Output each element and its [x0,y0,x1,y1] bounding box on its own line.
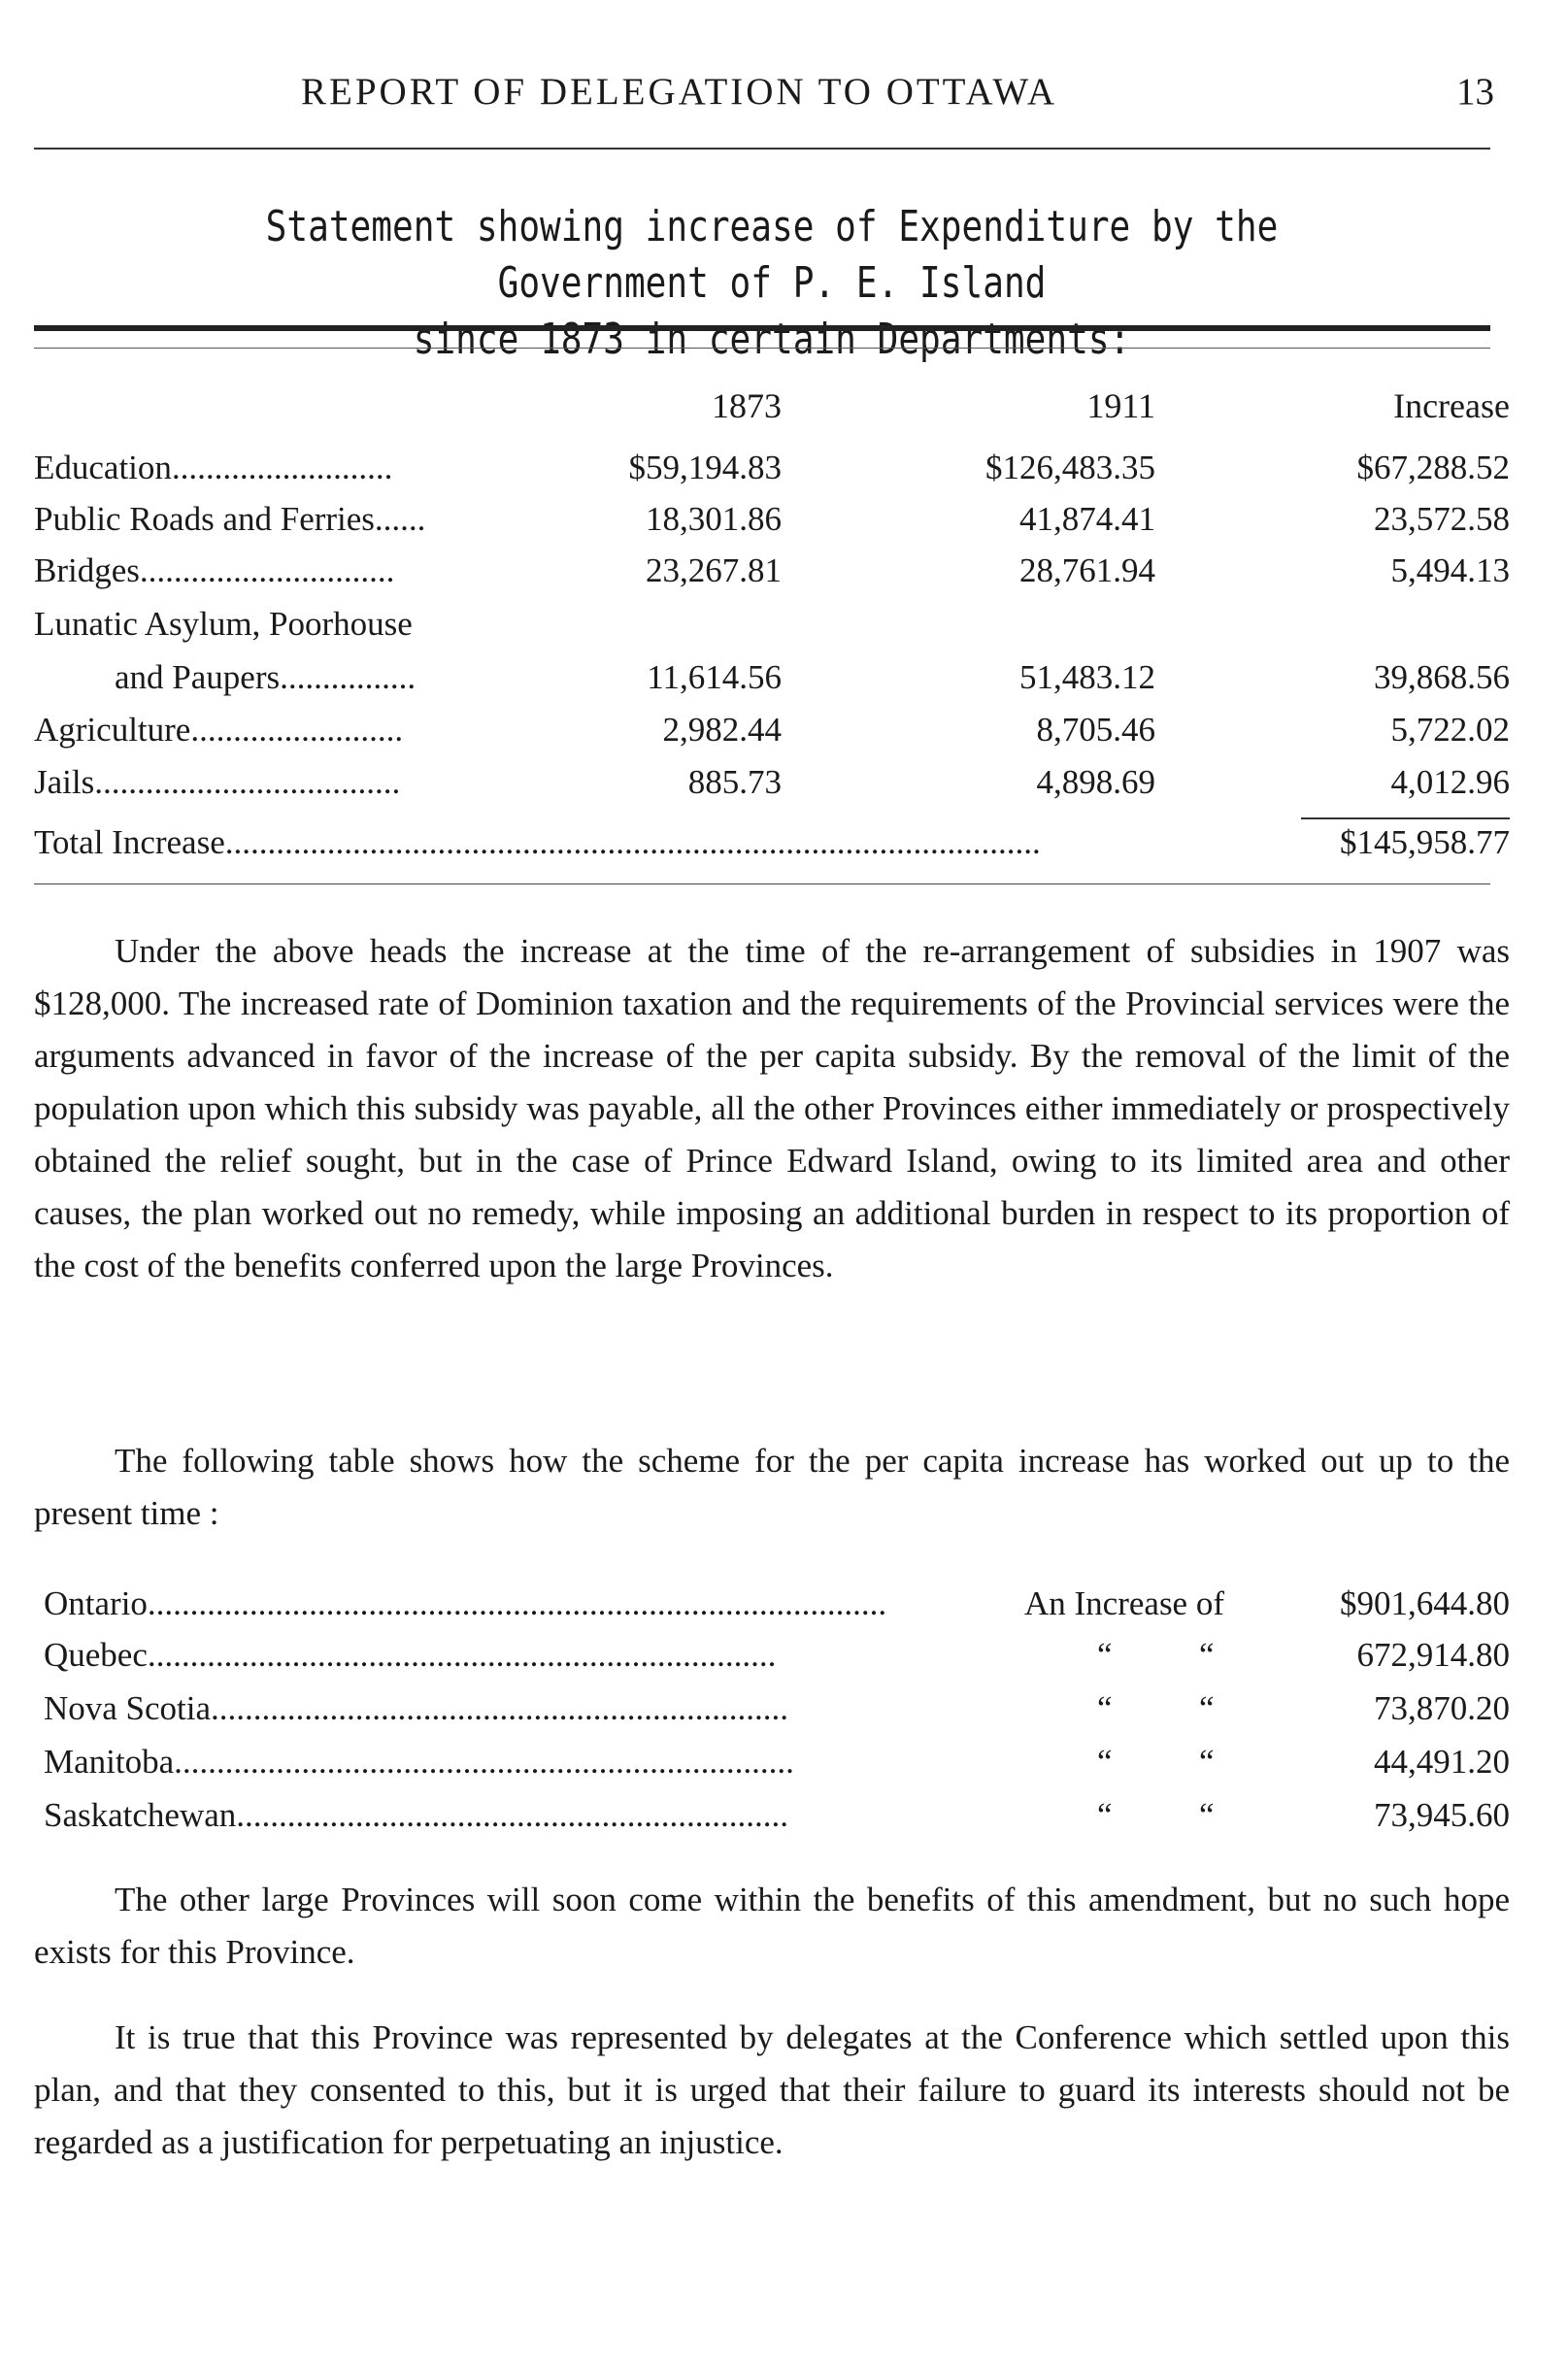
total-label: Total Increase................................................................................................ [34,823,1041,861]
table-row-total [0,823,1568,874]
value-increase: 4,012.96 [1390,763,1510,801]
ditto-mark: “ [1097,1743,1113,1781]
value-increase: $67,288.52 [1356,449,1510,486]
ditto-mark: “ [1199,1689,1215,1727]
ditto-mark: “ [1199,1636,1215,1674]
ditto-mark: “ [1097,1689,1113,1727]
header-rule [34,148,1490,150]
increase-amount: $901,644.80 [1340,1584,1510,1622]
value-increase: 39,868.56 [1374,658,1510,696]
row-label: Bridges.............................. [34,551,395,589]
province-row-nova-scotia [0,1689,1568,1738]
paragraph-1 [34,925,1510,1292]
increase-amount: 672,914.80 [1356,1636,1510,1674]
value-increase: 5,494.13 [1390,551,1510,589]
ditto-mark: “ [1199,1796,1215,1834]
running-head [0,70,1568,128]
table-row-public-roads [0,500,1568,550]
ditto-mark: “ [1097,1636,1113,1674]
row-label: and Paupers................ [115,658,417,696]
paragraph-3-text: The other large Provinces will soon come within the benefits of this amendment, but no such hope exists for this Province. [34,1881,1510,1971]
table-bottom-rule [34,883,1490,884]
column-header-1911: 1911 [1086,386,1155,425]
value-increase: 23,572.58 [1374,500,1510,538]
column-header-increase: Increase [1393,386,1510,425]
province-name: Saskatchewan................................................................. [44,1796,789,1834]
row-label: Agriculture......................... [34,711,404,749]
table-top-heavy-rule [34,325,1490,331]
increase-amount: 73,870.20 [1374,1689,1510,1727]
paragraph-2-text: The following table shows how the scheme for the per capita increase has worked out up to the present time : [34,1442,1510,1532]
table-top-thin-rule [34,348,1490,349]
table-row-education [0,449,1568,499]
row-label: Education.......................... [34,449,393,486]
column-header-1873: 1873 [712,386,782,425]
table-row-jails [0,763,1568,814]
table-row-paupers [0,658,1568,709]
value-1873: 23,267.81 [646,551,782,589]
increase-amount: 44,491.20 [1374,1743,1510,1781]
table-row-bridges [0,551,1568,602]
table-row-lunatic-asylum [0,605,1568,655]
province-name: Nova Scotia.................................................................... [44,1689,789,1727]
paragraph-3 [34,1874,1510,1979]
ditto-mark: “ [1199,1743,1215,1781]
increase-description: An Increase of [1024,1584,1225,1622]
value-1911: 51,483.12 [1019,658,1155,696]
province-name: Manitoba......................................................................... [44,1743,794,1781]
table-caption [167,199,1377,368]
increase-amount: 73,945.60 [1374,1796,1510,1834]
paragraph-1-text: Under the above heads the increase at the time of the re-arrangement of subsidies in 1907 was $128,000. The increased rate of Dominion taxation and the requirements of the Provincial services were the arguments advanced in favor of the increase of the per capita subsidy. By the removal of the limit of the population upon which this subsidy was payable, all the other Provinces either immediately or prospectively obtained the relief sought, but in the case of Prince Edward Island, owing to its limited area and other causes, the plan worked out no remedy, while imposing an additional burden in respect to its proportion of the cost of the benefits conferred upon the large Provinces. [34,932,1510,1284]
value-1911: $126,483.35 [985,449,1155,486]
value-1873: 885.73 [687,763,782,801]
caption-line-2: since 1873 in certain Departments: [413,315,1131,364]
paragraph-4 [34,2012,1510,2169]
province-name: Ontario....................................................................................... [44,1584,887,1622]
ditto-mark: “ [1097,1796,1113,1834]
value-increase: 5,722.02 [1390,711,1510,749]
province-row-quebec [0,1636,1568,1684]
value-1873: 2,982.44 [662,711,782,749]
value-1911: 28,761.94 [1019,551,1155,589]
running-title: REPORT OF DELEGATION TO OTTAWA [301,71,1058,113]
value-1911: 41,874.41 [1019,500,1155,538]
province-row-saskatchewan [0,1796,1568,1845]
row-label: Jails.................................... [34,763,401,801]
caption-line-1: Statement showing increase of Expenditure by the Government of P. E. Island [265,202,1279,308]
row-label: Lunatic Asylum, Poorhouse [34,605,413,643]
value-1911: 8,705.46 [1036,711,1155,749]
province-row-manitoba [0,1743,1568,1791]
row-label: Public Roads and Ferries...... [34,500,426,538]
value-1873: 18,301.86 [646,500,782,538]
value-1873: 11,614.56 [647,658,782,696]
page-number: 13 [1456,71,1494,113]
total-value: $145,958.77 [1340,823,1510,861]
province-name: Quebec.......................................................................... [44,1636,777,1674]
value-1873: $59,194.83 [628,449,782,486]
paragraph-2 [34,1435,1510,1540]
paragraph-4-text: It is true that this Province was represented by delegates at the Conference which settled upon this plan, and that they consented to this, but it is urged that their failure to guard its interests should not be regarded as a justification for perpetuating an injustice. [34,2018,1510,2161]
sum-rule [1301,817,1510,819]
table-row-agriculture [0,711,1568,761]
province-row-ontario [0,1584,1568,1633]
value-1911: 4,898.69 [1036,763,1155,801]
